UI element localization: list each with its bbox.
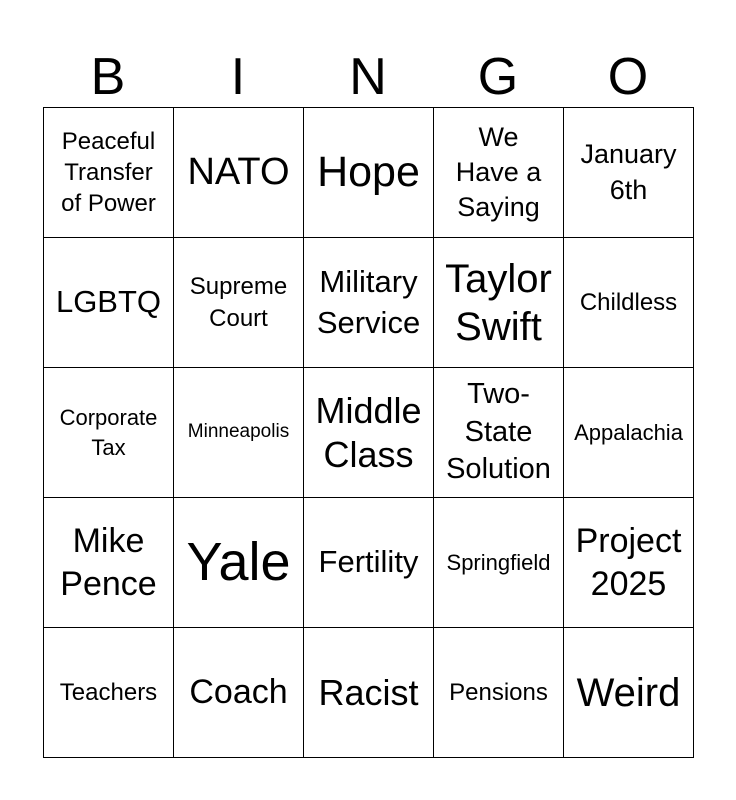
cell-label: Military Service <box>316 264 421 340</box>
bingo-cell-r5-c2[interactable] <box>174 628 304 758</box>
cell-label: NATO <box>187 150 290 193</box>
bingo-cell-r4-c3[interactable] <box>304 498 434 628</box>
cell-label: Childless <box>579 288 678 316</box>
cell-label: LGBTQ <box>55 284 162 320</box>
cell-label: Coach <box>189 673 288 712</box>
bingo-cell-r4-c4[interactable] <box>434 498 564 628</box>
cell-label: Two- State Solution <box>446 377 551 486</box>
bingo-cell-r3-c2[interactable] <box>174 368 304 498</box>
cell-label: Peaceful Transfer of Power <box>61 127 156 218</box>
bingo-cell-r4-c2[interactable] <box>174 498 304 628</box>
cell-label: Racist <box>318 671 419 713</box>
bingo-cell-r4-c1[interactable] <box>44 498 174 628</box>
cell-label: Fertility <box>318 544 419 580</box>
bingo-cell-r2-c3[interactable] <box>304 238 434 368</box>
cell-label: Mike Pence <box>60 522 157 603</box>
bingo-cell-r2-c5[interactable] <box>564 238 694 368</box>
header-letter-i: I <box>230 48 246 106</box>
cell-label: Hope <box>317 147 420 196</box>
bingo-cell-r5-c4[interactable] <box>434 628 564 758</box>
bingo-cell-r3-c1[interactable] <box>44 368 174 498</box>
bingo-cell-r1-c1[interactable] <box>44 108 174 238</box>
cell-label: Corporate Tax <box>59 404 158 460</box>
bingo-cell-r1-c4[interactable] <box>434 108 564 238</box>
bingo-cell-r1-c2[interactable] <box>174 108 304 238</box>
cell-label: January 6th <box>580 139 677 205</box>
cell-label: Weird <box>576 670 681 715</box>
bingo-cell-r2-c1[interactable] <box>44 238 174 368</box>
bingo-board <box>43 107 694 758</box>
bingo-cell-r5-c1[interactable] <box>44 628 174 758</box>
bingo-header <box>43 46 693 108</box>
cell-label: Pensions <box>449 678 548 706</box>
cell-label: Appalachia <box>574 419 683 445</box>
header-letter-n: N <box>349 48 387 106</box>
cell-label: Yale <box>186 532 291 593</box>
cell-label: Springfield <box>446 549 551 575</box>
bingo-cell-r2-c4[interactable] <box>434 238 564 368</box>
bingo-cell-r4-c5[interactable] <box>564 498 694 628</box>
bingo-cell-r3-c5[interactable] <box>564 368 694 498</box>
bingo-cell-r3-c4[interactable] <box>434 368 564 498</box>
cell-label: Taylor Swift <box>445 256 552 349</box>
bingo-cell-r1-c5[interactable] <box>564 108 694 238</box>
cell-label: Middle Class <box>315 390 422 475</box>
cell-label: Supreme Court <box>189 273 288 332</box>
header-letter-b: B <box>90 48 126 106</box>
cell-label: Project 2025 <box>575 522 682 603</box>
header-letter-g: G <box>477 48 519 106</box>
bingo-cell-r5-c3[interactable] <box>304 628 434 758</box>
cell-label: Minneapolis <box>187 421 290 443</box>
header-letter-o: O <box>607 48 649 106</box>
cell-label: We Have a Saying <box>455 121 542 223</box>
bingo-cell-r3-c3[interactable] <box>304 368 434 498</box>
cell-label: Teachers <box>59 678 158 706</box>
bingo-cell-r5-c5[interactable] <box>564 628 694 758</box>
bingo-cell-r1-c3[interactable] <box>304 108 434 238</box>
bingo-cell-r2-c2[interactable] <box>174 238 304 368</box>
